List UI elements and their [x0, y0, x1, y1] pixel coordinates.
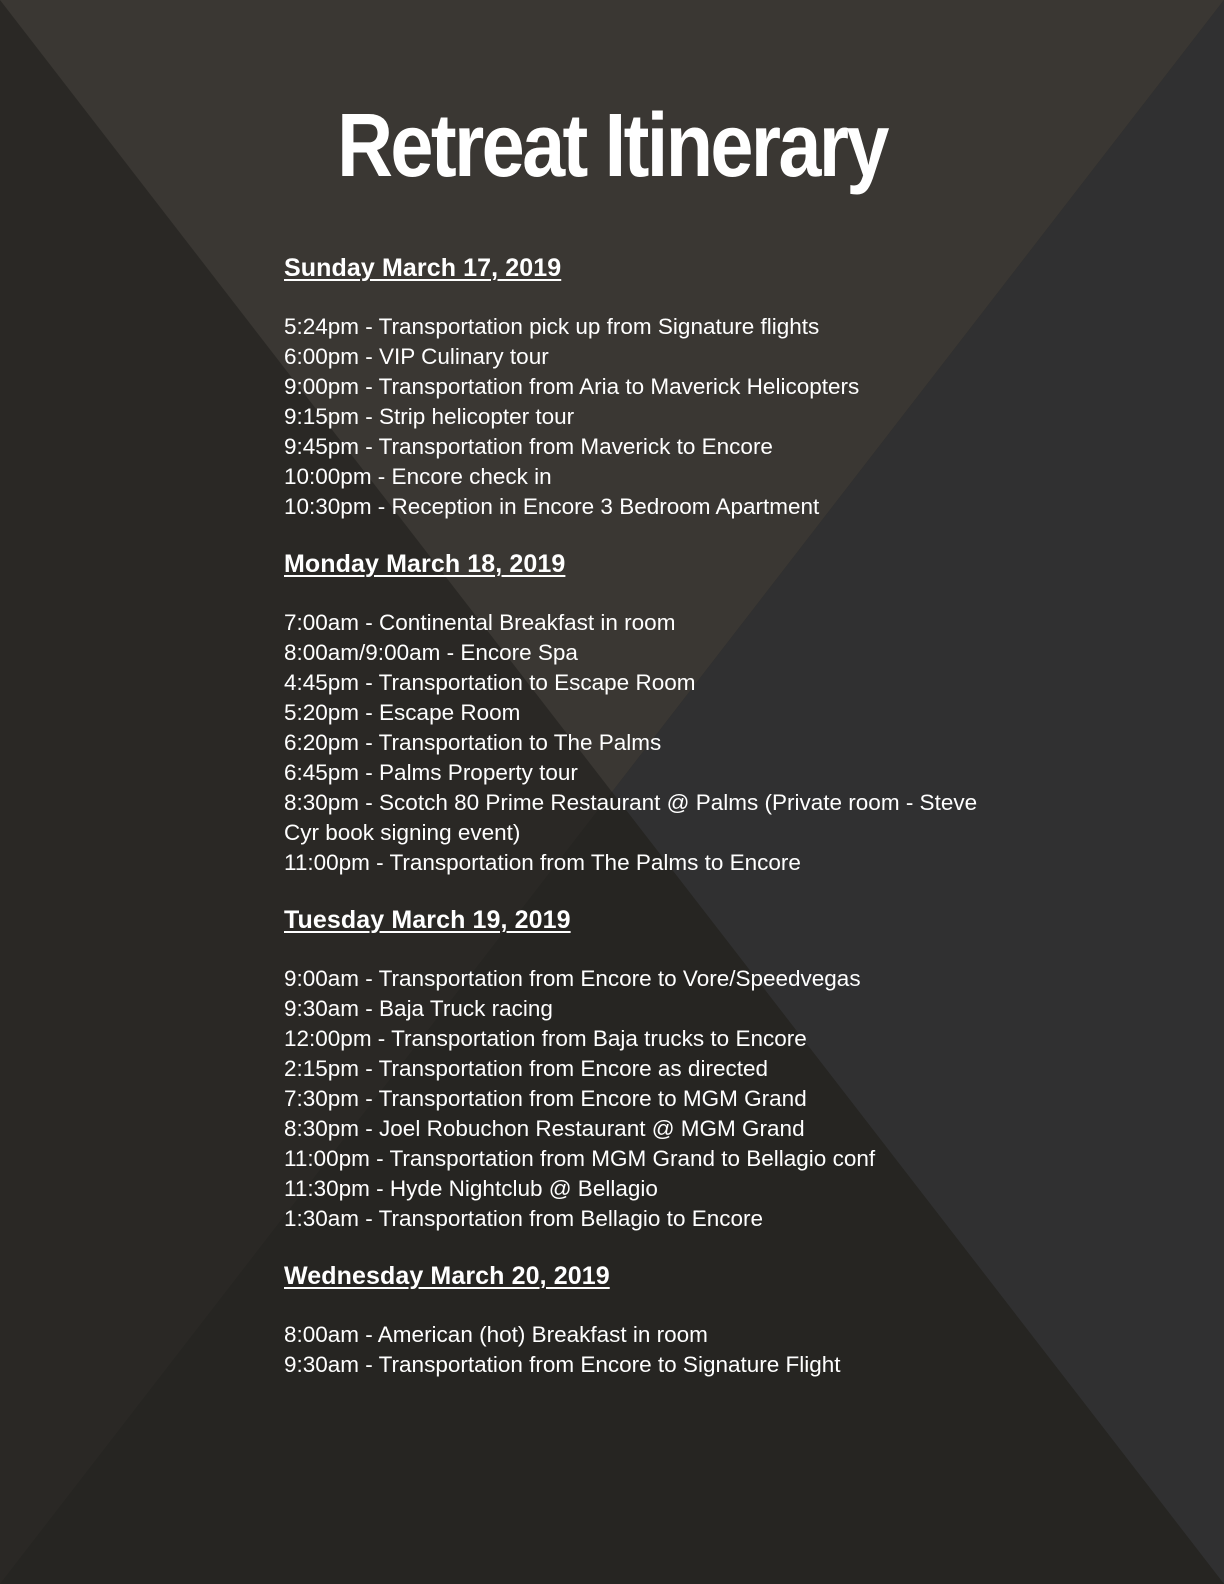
event-item: 8:30pm - Scotch 80 Prime Restaurant @ Palms (Private room - Steve Cyr book signing event) — [284, 790, 978, 845]
event-item: 9:00pm - Transportation from Aria to Maverick Helicopters — [284, 374, 860, 399]
day-section — [284, 904, 984, 1234]
event-item: 5:20pm - Escape Room — [284, 700, 521, 725]
event-item: 6:00pm - VIP Culinary tour — [284, 344, 549, 369]
event-item: 10:30pm - Reception in Encore 3 Bedroom Apartment — [284, 494, 820, 519]
event-item: 7:00am - Continental Breakfast in room — [284, 610, 676, 635]
day-heading: Wednesday March 20, 2019 — [284, 1262, 610, 1290]
event-item: 4:45pm - Transportation to Escape Room — [284, 670, 696, 695]
event-item: 8:00am - American (hot) Breakfast in room — [284, 1322, 708, 1347]
event-item: 11:30pm - Hyde Nightclub @ Bellagio — [284, 1176, 658, 1201]
itinerary — [284, 252, 984, 1406]
page-title: Retreat Itinerary — [337, 96, 887, 196]
event-item: 8:00am/9:00am - Encore Spa — [284, 640, 578, 665]
day-heading: Tuesday March 19, 2019 — [284, 906, 571, 934]
event-item: 11:00pm - Transportation from MGM Grand to Bellagio conf — [284, 1146, 876, 1171]
event-item: 9:30am - Baja Truck racing — [284, 996, 553, 1021]
event-item: 11:00pm - Transportation from The Palms to Encore — [284, 850, 801, 875]
event-list — [284, 1320, 984, 1380]
event-item: 6:45pm - Palms Property tour — [284, 760, 578, 785]
event-item: 7:30pm - Transportation from Encore to MGM Grand — [284, 1086, 807, 1111]
day-heading: Sunday March 17, 2019 — [284, 254, 562, 282]
day-section — [284, 1260, 984, 1380]
day-heading: Monday March 18, 2019 — [284, 550, 566, 578]
event-item: 12:00pm - Transportation from Baja trucks to Encore — [284, 1026, 807, 1051]
event-item: 9:45pm - Transportation from Maverick to Encore — [284, 434, 773, 459]
event-item: 6:20pm - Transportation to The Palms — [284, 730, 662, 755]
event-item: 9:30am - Transportation from Encore to Signature Flight — [284, 1352, 841, 1377]
event-list — [284, 608, 984, 878]
event-item: 9:00am - Transportation from Encore to Vore/Speedvegas — [284, 966, 861, 991]
day-section — [284, 548, 984, 878]
event-item: 2:15pm - Transportation from Encore as directed — [284, 1056, 768, 1081]
event-item: 5:24pm - Transportation pick up from Signature flights — [284, 314, 820, 339]
event-list — [284, 964, 984, 1234]
event-item: 1:30am - Transportation from Bellagio to Encore — [284, 1206, 763, 1231]
day-section — [284, 252, 984, 522]
event-item: 10:00pm - Encore check in — [284, 464, 552, 489]
event-item: 8:30pm - Joel Robuchon Restaurant @ MGM Grand — [284, 1116, 805, 1141]
event-list — [284, 312, 984, 522]
event-item: 9:15pm - Strip helicopter tour — [284, 404, 575, 429]
